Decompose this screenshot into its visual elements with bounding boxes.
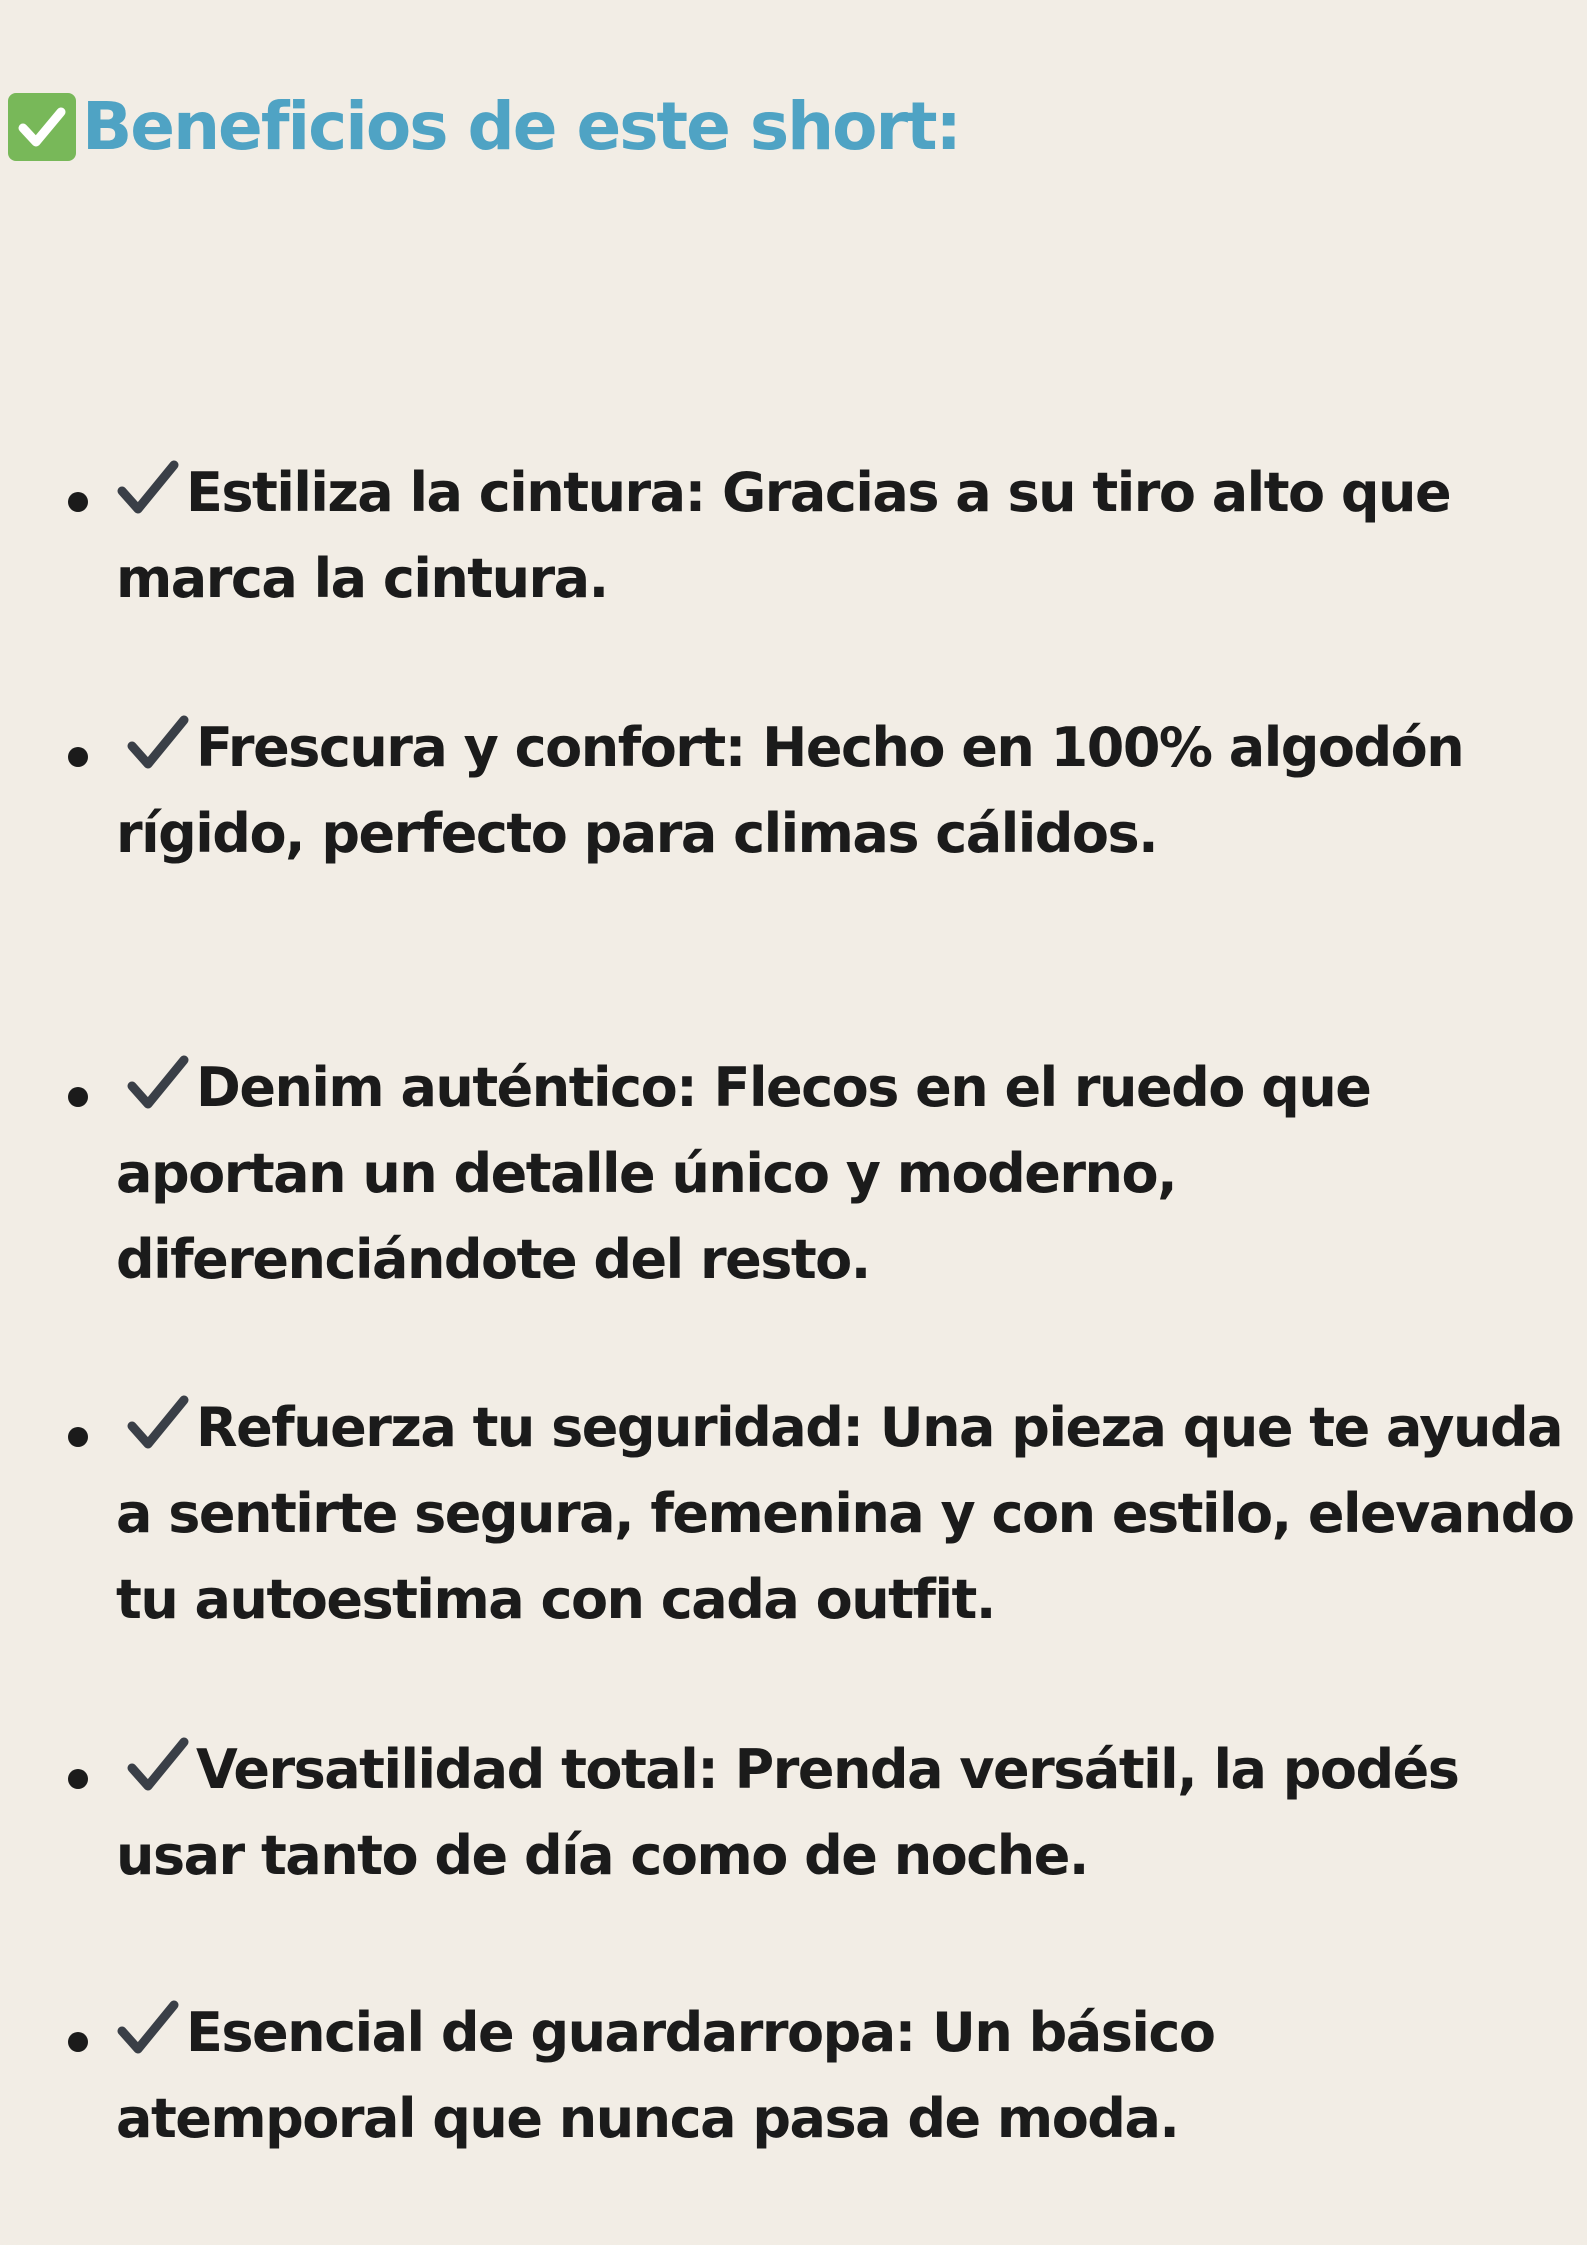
benefit-text-line: tu autoestima con cada outfit. — [116, 1568, 995, 1631]
benefit-text-line: rígido, perfecto para climas cálidos. — [116, 802, 1158, 865]
check-mark-icon — [116, 1999, 180, 2057]
benefit-text-line: usar tanto de día como de noche. — [116, 1824, 1088, 1887]
bullet-icon — [68, 492, 88, 512]
benefit-text-line: atemporal que nunca pasa de moda. — [116, 2087, 1179, 2150]
benefit-text-line: a sentirte segura, femenina y con estilo, elevando — [116, 1482, 1574, 1545]
bullet-icon — [68, 747, 88, 767]
check-mark-box-icon — [8, 93, 76, 161]
benefit-text-line: Versatilidad total: Prenda versátil, la podés — [196, 1738, 1459, 1801]
benefit-text-line: Esencial de guardarropa: Un básico — [186, 2001, 1215, 2064]
benefit-text-line: Frescura y confort: Hecho en 100% algodón — [196, 716, 1464, 779]
check-mark-icon — [126, 1394, 190, 1452]
benefit-text-line: marca la cintura. — [116, 547, 608, 610]
bullet-icon — [68, 2032, 88, 2052]
bullet-icon — [68, 1087, 88, 1107]
check-mark-icon — [126, 1736, 190, 1794]
benefit-text-line: Estiliza la cintura: Gracias a su tiro alto que — [186, 461, 1451, 524]
benefit-text-line: Denim auténtico: Flecos en el ruedo que — [196, 1056, 1371, 1119]
benefit-text-line: aportan un detalle único y moderno, — [116, 1142, 1177, 1205]
benefit-text-line: Refuerza tu seguridad: Una pieza que te ayuda — [196, 1396, 1563, 1459]
check-mark-icon — [116, 459, 180, 517]
page-title: Beneficios de este short: — [82, 88, 960, 165]
check-mark-icon — [126, 714, 190, 772]
bullet-icon — [68, 1427, 88, 1447]
check-mark-icon — [126, 1054, 190, 1112]
benefit-text-line: diferenciándote del resto. — [116, 1228, 870, 1291]
bullet-icon — [68, 1769, 88, 1789]
title-row — [8, 88, 960, 165]
